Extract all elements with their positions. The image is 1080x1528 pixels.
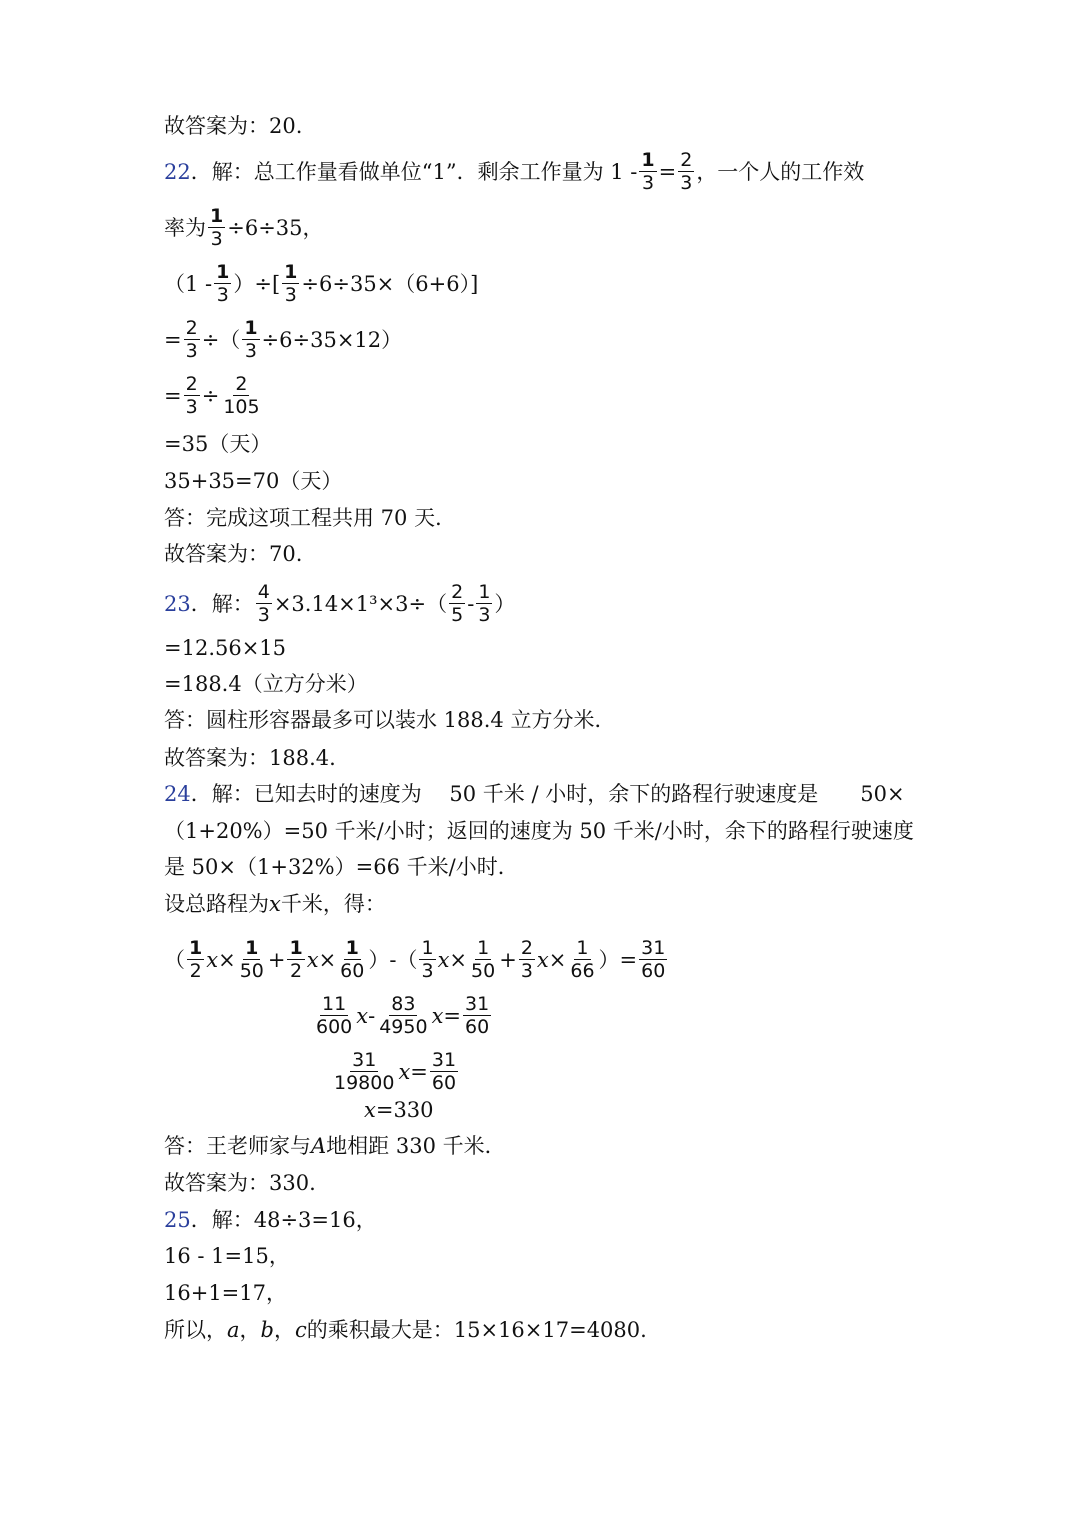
fraction: $\frac{11}{600}$ [316,993,353,1038]
fraction: $\frac{2}{3}$ [185,317,198,362]
q22-line-1: 22 ．解：总工作量看做单位“1”．剩余工作量为 1 - $\frac{1}{3}$ = $\frac{2}{3}$ ，一个人的工作效 [164,149,865,194]
q24-line-1: 24 ．解：已知去时的速度为 50 千米 / 小时，余下的路程行驶速度是 50× [164,782,905,806]
q22-line-2: 率为 $\frac{1}{3}$ ÷6÷35， [164,205,324,250]
fraction: $\frac{83}{4950}$ [379,993,428,1038]
fraction: $\frac{1}{60}$ [340,937,365,982]
q23-line-3: =188.4（立方分米） [164,672,368,696]
fraction: $\frac{1}{3}$ [244,317,258,362]
q24-line-3: 是 50×（1+32%）=66 千米/小时． [164,855,519,879]
q24-equation-2: $\frac{11}{600}$ x - $\frac{83}{4950}$ x = $\frac{31}{60}$ [316,993,490,1038]
q24-equation-1: （ $\frac{1}{2}$ x × $\frac{1}{50}$ + $\frac{1}{2}$ x × $\frac{1}{60}$ ）-（ $\frac{1}{3}$ x × $\frac{1}{50}$ + $\frac{2}{3}$ x × $\frac{1}{66}$ ）= $\frac{31}{60}$ [164,937,666,982]
question-number: 23 [164,591,191,616]
fraction: $\frac{31}{19800}$ [334,1049,395,1094]
fraction: $\frac{4}{3}$ [257,581,270,626]
q22-line-5: = $\frac{2}{3}$ ÷ $\frac{2}{105}$ [164,373,260,418]
q23-conclusion: 故答案为：188.4. [164,746,336,770]
q23-line-2: =12.56×15 [164,636,287,660]
fraction: $\frac{2}{3}$ [520,937,533,982]
fraction: $\frac{2}{3}$ [680,149,693,194]
q22-conclusion: 故答案为：70. [164,542,303,566]
fraction: $\frac{1}{2}$ [289,937,303,982]
q25-line-1: 25 ．解：48÷3=16， [164,1208,377,1232]
fraction: $\frac{1}{50}$ [239,937,264,982]
q24-conclusion: 故答案为：330. [164,1171,316,1195]
question-number: 25 [164,1208,191,1232]
q25-line-3: 16+1=17， [164,1281,287,1305]
fraction: $\frac{1}{66}$ [570,937,595,982]
fraction: $\frac{31}{60}$ [431,1049,457,1094]
q24-answer: 答：王老师家与 A 地相距 330 千米． [164,1134,506,1158]
fraction: $\frac{1}{3}$ [421,937,434,982]
q25-line-4: 所以， a ， b ， c 的乘积最大是：15×16×17=4080. [164,1318,647,1342]
q23-line-1: 23 ．解： $\frac{4}{3}$ ×3.14×1³×3÷（ $\frac{2}{5}$ - $\frac{1}{3}$ ） [164,581,516,626]
fraction: $\frac{1}{2}$ [189,937,203,982]
q21-conclusion: 故答案为：20. [164,114,303,138]
q22-line-6: =35（天） [164,432,272,456]
fraction: $\frac{31}{60}$ [641,937,666,982]
q22-line-7: 35+35=70（天） [164,469,343,493]
fraction: $\frac{1}{3}$ [641,149,655,194]
fraction: $\frac{1}{3}$ [284,261,298,306]
q25-line-2: 16 - 1=15， [164,1244,290,1268]
question-number: 22 [164,159,191,184]
fraction: $\frac{1}{3}$ [210,205,224,250]
q22-line-4: = $\frac{2}{3}$ ÷（ $\frac{1}{3}$ ÷6÷35×12） [164,317,403,362]
fraction: $\frac{2}{5}$ [451,581,464,626]
q22-answer: 答：完成这项工程共用 70 天． [164,506,457,530]
fraction: $\frac{2}{105}$ [223,373,260,418]
fraction: $\frac{1}{50}$ [471,937,496,982]
q24-equation-3: $\frac{31}{19800}$ x = $\frac{31}{60}$ [334,1049,457,1094]
question-number: 24 [164,782,191,806]
q23-answer: 答：圆柱形容器最多可以装水 188.4 立方分米． [164,708,616,732]
q24-line-2: （1+20%）=50 千米/小时；返回的速度为 50 千米/小时，余下的路程行驶速度 [164,819,914,843]
q22-line-3: （1 - $\frac{1}{3}$ ）÷[ $\frac{1}{3}$ ÷6÷35×（6+6）] [164,261,479,306]
q24-line-4: 设总路程为 x 千米，得： [164,892,386,916]
fraction: $\frac{2}{3}$ [185,373,198,418]
q24-equation-4: x =330 [364,1098,434,1122]
fraction: $\frac{1}{3}$ [216,261,230,306]
fraction: $\frac{1}{3}$ [478,581,491,626]
fraction: $\frac{31}{60}$ [465,993,490,1038]
